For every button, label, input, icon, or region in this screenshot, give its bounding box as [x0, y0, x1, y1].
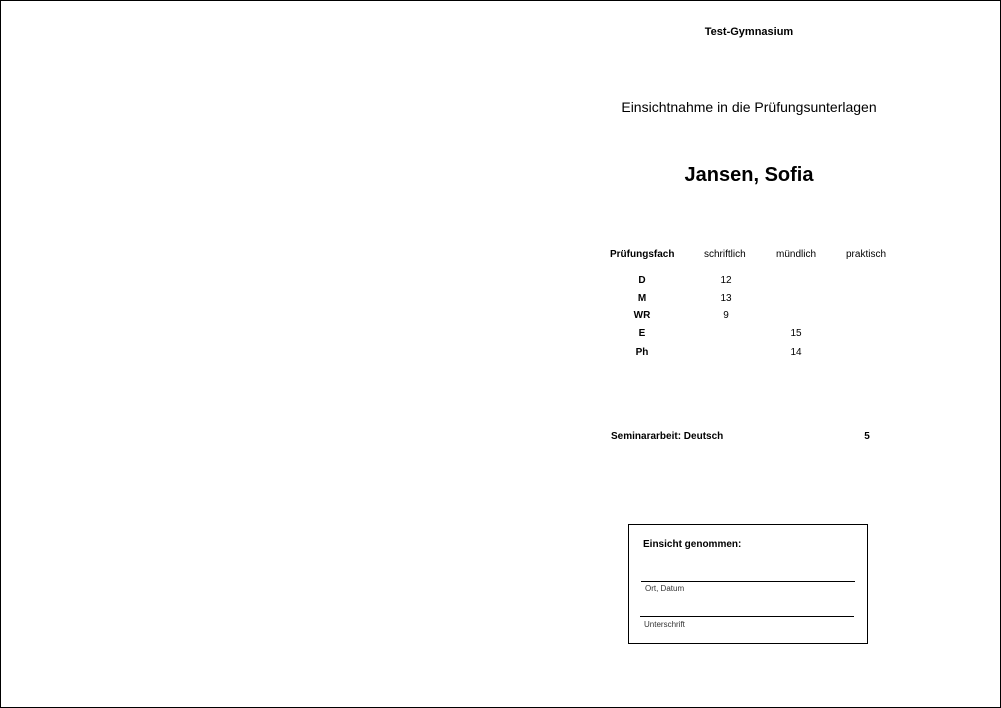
school-name: Test-Gymnasium — [704, 26, 794, 38]
seminar-grade: 5 — [864, 431, 870, 442]
document-heading: Einsichtnahme in die Prüfungsunterlagen — [621, 99, 877, 115]
seminar-label: Seminararbeit: Deutsch — [611, 431, 724, 442]
signature-box — [628, 524, 868, 644]
column-header-practical: praktisch — [846, 249, 887, 260]
place-date-line — [641, 581, 855, 582]
table-row-subject: M — [637, 293, 647, 304]
signature-caption: Unterschrift — [644, 620, 685, 629]
table-row-subject: D — [638, 275, 646, 286]
column-header-oral: mündlich — [776, 249, 817, 260]
column-header-written: schriftlich — [704, 249, 746, 260]
table-row-subject: WR — [633, 310, 651, 321]
table-row-subject: Ph — [635, 347, 649, 358]
table-row-written-grade: 13 — [720, 293, 732, 304]
student-name: Jansen, Sofia — [684, 164, 814, 186]
signature-line — [640, 616, 854, 617]
table-row-oral-grade: 14 — [790, 347, 802, 358]
place-date-caption: Ort, Datum — [645, 584, 685, 593]
column-header-subject: Prüfungsfach — [610, 249, 675, 260]
table-row-oral-grade: 15 — [790, 328, 802, 339]
table-row-subject: E — [638, 328, 646, 339]
signature-box-title: Einsicht genommen: — [643, 539, 742, 550]
table-row-written-grade: 9 — [723, 310, 729, 321]
table-row-written-grade: 12 — [720, 275, 732, 286]
